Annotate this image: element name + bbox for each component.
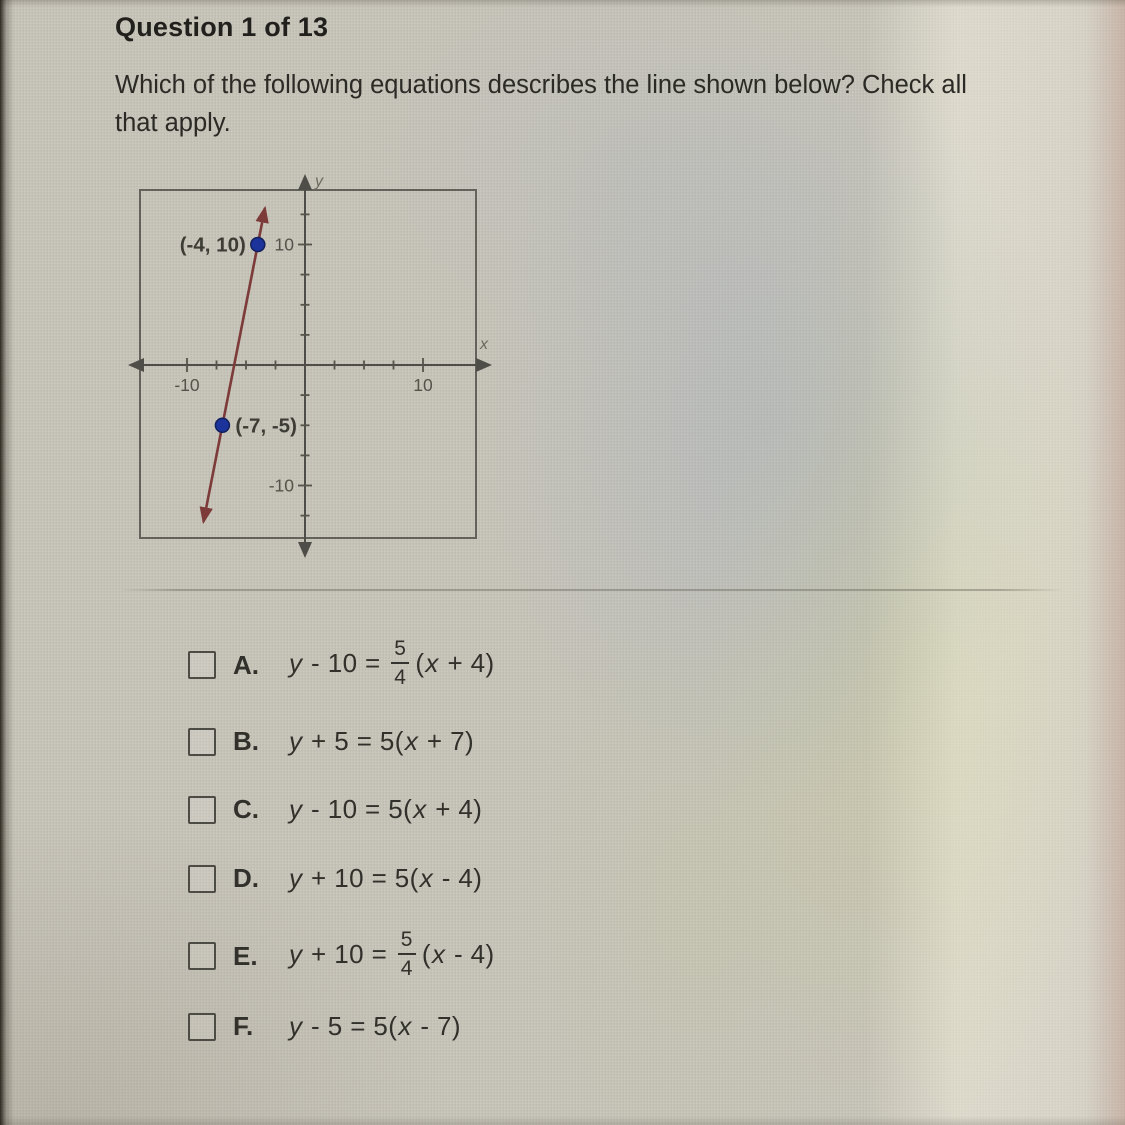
option-equation: y + 10 = $\frac{5}{4}$ (x - 4) <box>289 928 495 980</box>
y-axis-label: y <box>315 173 323 190</box>
checkbox-option-e[interactable] <box>188 942 216 970</box>
question-counter: Question 1 of 13 <box>115 12 329 42</box>
checkbox-option-c[interactable] <box>188 796 216 824</box>
option-equation: y - 5 = 5(x - 7) <box>289 1011 461 1041</box>
point-label: (-4, 10) <box>179 233 246 257</box>
answer-option-b <box>188 726 474 757</box>
svg-text:10: 10 <box>413 375 433 395</box>
question-text-line1: Which of the following equations describes the line shown below? Check all <box>115 71 967 99</box>
option-equation: y - 10 = 5(x + 4) <box>289 794 483 824</box>
answer-option-d <box>188 863 482 894</box>
option-equation: y - 10 = $\frac{5}{4}$ (x + 4) <box>289 637 495 689</box>
answer-option-a <box>188 637 495 690</box>
checkbox-option-a[interactable] <box>188 651 216 679</box>
answer-option-e <box>188 928 495 981</box>
checkbox-option-f[interactable] <box>188 1013 216 1041</box>
fraction: $\frac{5}{4}$ <box>398 929 416 979</box>
answer-option-c <box>188 794 482 825</box>
option-letter: E. <box>233 940 258 971</box>
svg-text:-10: -10 <box>268 475 294 496</box>
fraction: $\frac{5}{4}$ <box>391 638 409 688</box>
svg-text:-10: -10 <box>174 375 200 395</box>
option-letter: B. <box>233 726 259 756</box>
checkbox-option-b[interactable] <box>188 728 216 756</box>
point-label: (-7, -5) <box>235 414 297 438</box>
option-letter: D. <box>233 863 259 893</box>
option-equation: y + 5 = 5(x + 7) <box>289 726 475 756</box>
option-equation: y + 10 = 5(x - 4) <box>289 863 483 893</box>
option-letter: C. <box>233 794 259 824</box>
option-letter: F. <box>233 1011 254 1041</box>
answer-option-f <box>188 1011 461 1042</box>
x-axis-label: x <box>480 336 488 353</box>
option-letter: A. <box>233 649 259 680</box>
question-text-line2: that apply. <box>115 109 231 138</box>
checkbox-option-d[interactable] <box>188 865 216 893</box>
svg-text:10: 10 <box>274 234 294 255</box>
